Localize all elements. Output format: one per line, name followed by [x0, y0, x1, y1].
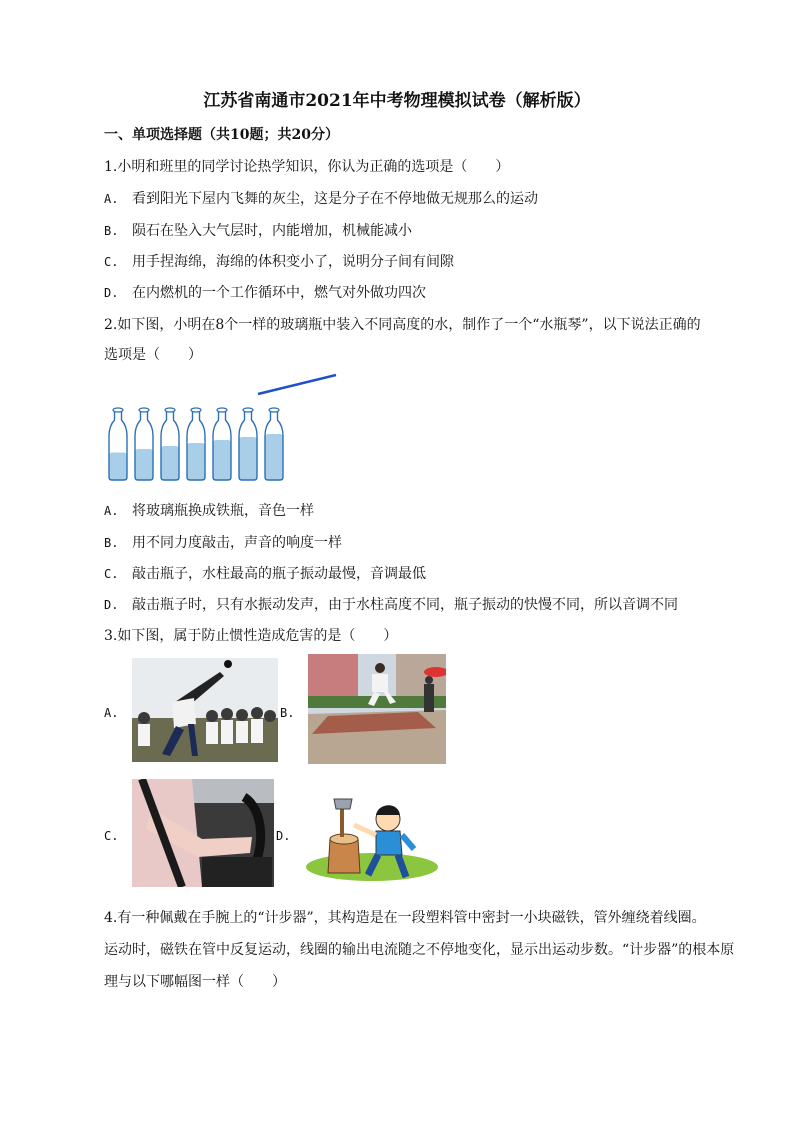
water-bottle [109, 408, 127, 480]
figure-label-c: C. [104, 829, 119, 843]
option-text: 陨石在坠入大气层时，内能增加，机械能减小 [132, 223, 412, 239]
option-label: A. [104, 192, 119, 206]
question-2-stem-line2: 选项是（ ） [104, 347, 202, 363]
option-label: B. [104, 224, 119, 238]
page-title: 江苏省南通市2021年中考物理模拟试卷（解析版） [203, 91, 591, 111]
option-label: A. [104, 504, 119, 518]
water-level [135, 449, 153, 480]
water-level [213, 440, 231, 480]
question-1-option-a [104, 188, 538, 208]
water-bottle [239, 408, 257, 480]
question-1-option-c [104, 251, 454, 271]
bottle-mouth [139, 408, 149, 412]
water-level [161, 446, 179, 480]
chopping-wood-cartoon [302, 785, 442, 887]
water-bottle [265, 408, 283, 480]
water-level [109, 453, 127, 481]
question-2-option-c [104, 563, 426, 583]
question-1-option-b [104, 220, 412, 240]
option-text: 将玻璃瓶换成铁瓶，音色一样 [132, 503, 314, 519]
option-text: 敲击瓶子时，只有水振动发声，由于水柱高度不同，瓶子振动的快慢不同，所以音调不同 [132, 597, 678, 613]
water-bottle [161, 408, 179, 480]
bottle-mouth [113, 408, 123, 412]
water-bottle-figure [100, 368, 350, 486]
question-4-line2: 运动时，磁铁在管中反复运动，线圈的输出电流随之不停地变化，显示出运动步数。“计步器”的根本原 [104, 942, 735, 958]
question-1-option-d [104, 282, 426, 302]
water-bottle [187, 408, 205, 480]
question-4-line3: 理与以下哪幅图一样（ ） [104, 974, 286, 990]
option-text: 用手捏海绵，海绵的体积变小了，说明分子间有间隙 [132, 254, 454, 270]
bottle-mouth [243, 408, 253, 412]
option-label: C. [104, 255, 119, 269]
question-2-option-a [104, 500, 314, 520]
question-2-stem-line1: 2.如下图，小明在8个一样的玻璃瓶中装入不同高度的水，制作了一个“水瓶琴”，以下说法正确的 [104, 317, 701, 333]
option-text: 在内燃机的一个工作循环中，燃气对外做功四次 [132, 285, 426, 301]
question-2-option-b [104, 532, 342, 552]
water-bottle [213, 408, 231, 480]
seatbelt-photo [132, 779, 274, 887]
water-level [239, 437, 257, 480]
shot-put-photo [132, 658, 278, 762]
question-4-line1: 4.有一种佩戴在手腕上的“计步器”，其构造是在一段塑料管中密封一小块磁铁，管外缠绕着线圈。 [104, 910, 706, 926]
water-bottle [135, 408, 153, 480]
bottle-mouth [191, 408, 201, 412]
bottle-mouth [165, 408, 175, 412]
long-jump-photo [308, 654, 446, 764]
striking-stick [258, 375, 336, 394]
option-text: 看到阳光下屋内飞舞的灰尘，这是分子在不停地做无规那么的运动 [132, 191, 538, 207]
bottle-mouth [269, 408, 279, 412]
option-label: D. [104, 286, 119, 300]
water-level [187, 443, 205, 480]
option-label: B. [104, 536, 119, 550]
bottle-mouth [217, 408, 227, 412]
option-label: C. [104, 567, 119, 581]
figure-label-d: D. [276, 829, 291, 843]
option-text: 用不同力度敲击，声音的响度一样 [132, 535, 342, 551]
figure-label-a: A. [104, 706, 119, 720]
question-2-option-d [104, 594, 678, 614]
section-heading: 一、单项选择题（共10题；共20分） [104, 127, 339, 143]
water-level [265, 434, 283, 480]
figure-label-b: B. [280, 706, 295, 720]
question-1-stem: 1.小明和班里的同学讨论热学知识，你认为正确的选项是（ ） [104, 159, 510, 175]
option-text: 敲击瓶子，水柱最高的瓶子振动最慢，音调最低 [132, 566, 426, 582]
question-3-stem: 3.如下图，属于防止惯性造成危害的是（ ） [104, 628, 398, 644]
option-label: D. [104, 598, 119, 612]
